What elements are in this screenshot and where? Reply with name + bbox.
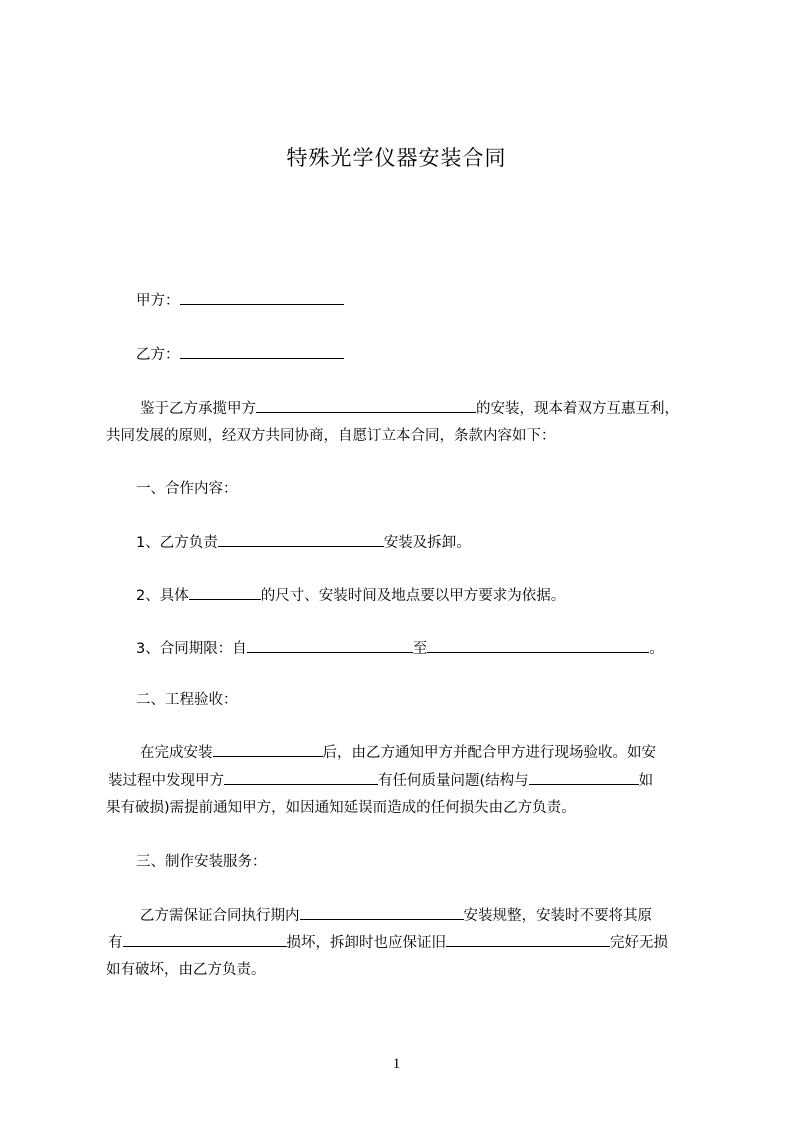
period-blank[interactable] — [300, 905, 464, 920]
end-date-blank[interactable] — [427, 638, 649, 653]
item-text: 至 — [412, 641, 428, 657]
item-text: 。 — [649, 641, 664, 657]
acceptance-blank[interactable] — [213, 742, 323, 757]
intro-text: 鉴于乙方承揽甲方 — [140, 401, 256, 417]
start-date-blank[interactable] — [247, 638, 413, 653]
section-3-line-1 — [140, 905, 652, 926]
item-text: 安装及拆卸。 — [383, 535, 471, 551]
section-2-heading: 二、工程验收： — [136, 692, 238, 708]
para-text: 有 — [108, 935, 123, 951]
section-1-item-3 — [136, 638, 664, 659]
section-1-item-1 — [136, 532, 471, 553]
structure-blank[interactable] — [529, 770, 639, 785]
para-text: 损坏，拆卸时也应保证旧 — [286, 935, 446, 951]
section-2-line-2 — [108, 770, 653, 791]
para-text: 在完成安装 — [140, 745, 213, 761]
para-text: 完好无损 — [610, 935, 668, 951]
para-text: 如 — [638, 773, 654, 789]
party-b-blank[interactable] — [180, 344, 344, 359]
section-2-line-3: 果有破损)需提前通知甲方，如因通知延误而造成的任何损失由乙方负责。 — [106, 800, 576, 816]
section-1-item-2 — [136, 585, 565, 606]
party-b-label: 乙方： — [136, 347, 180, 363]
section-1-heading: 一、合作内容： — [136, 481, 238, 497]
party-a-item-blank[interactable] — [224, 770, 378, 785]
party-b-line — [136, 344, 344, 365]
intro-line-1 — [140, 398, 679, 419]
party-a-blank[interactable] — [180, 290, 344, 305]
para-text: 有任何质量问题(结构与 — [378, 773, 529, 789]
intro-line-2: 共同发展的原则，经双方共同协商，自愿订立本合同，条款内容如下： — [106, 428, 556, 444]
section-3-heading: 三、制作安装服务： — [136, 854, 267, 870]
intro-text: 的安装，现本着双方互惠互利， — [476, 401, 679, 417]
document-title: 特殊光学仪器安装合同 — [286, 146, 507, 170]
page-number: 1 — [392, 1056, 401, 1072]
para-text: 安装规整，安装时不要将其原 — [463, 908, 652, 924]
section-3-line-3: 如有破坏，由乙方负责。 — [106, 962, 266, 978]
item-text: 1、乙方负责 — [136, 535, 218, 551]
para-text: 后，由乙方通知甲方并配合甲方进行现场验收。如安 — [322, 745, 656, 761]
intro-blank[interactable] — [256, 398, 476, 413]
section-2-line-1 — [140, 742, 656, 763]
item-1-blank[interactable] — [218, 532, 384, 547]
item-text: 的尺寸、安装时间及地点要以甲方要求为依据。 — [260, 588, 566, 604]
party-a-line — [136, 290, 344, 311]
old-blank[interactable] — [446, 932, 610, 947]
para-text: 装过程中发现甲方 — [108, 773, 224, 789]
item-text: 3、合同期限：自 — [136, 641, 247, 657]
item-text: 2、具体 — [136, 588, 189, 604]
para-text: 乙方需保证合同执行期内 — [140, 908, 300, 924]
original-blank[interactable] — [123, 932, 287, 947]
party-a-label: 甲方： — [136, 293, 180, 309]
item-2-blank[interactable] — [189, 585, 261, 600]
section-3-line-2 — [108, 932, 668, 953]
